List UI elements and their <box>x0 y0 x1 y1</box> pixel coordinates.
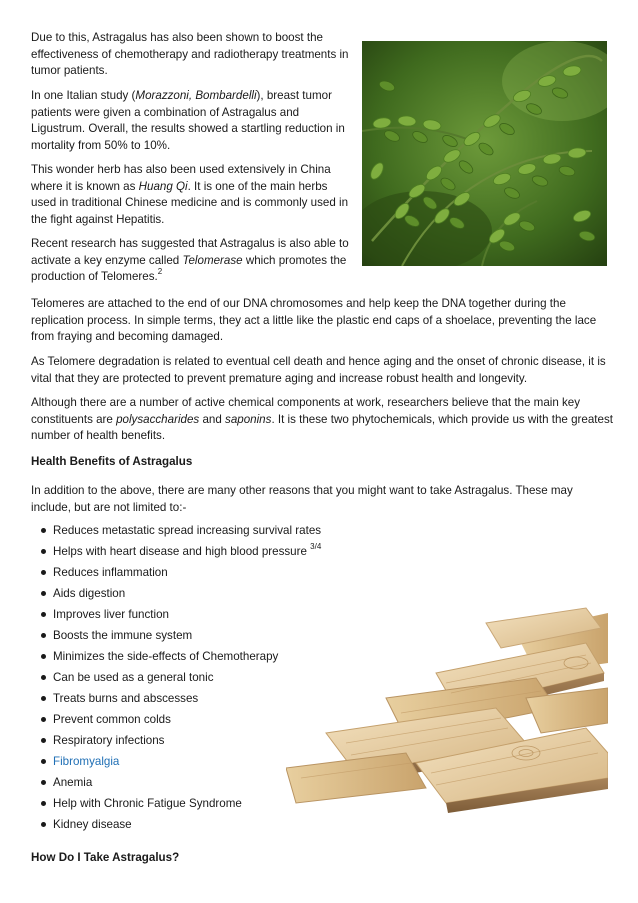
bullet-icon <box>41 591 46 596</box>
list-item-label: Boosts the immune system <box>53 629 193 642</box>
enzyme-name: Telomerase <box>182 253 243 267</box>
heading-health-benefits: Health Benefits of Astragalus <box>31 455 193 468</box>
list-item <box>31 583 331 604</box>
paragraph-china-usage <box>31 162 349 228</box>
bullet-icon <box>41 612 46 617</box>
list-item-label: Kidney disease <box>53 818 132 831</box>
paragraph-active-components <box>31 395 615 445</box>
text-segment: Although there are a number of active chemical components at work, researchers believe that the main key constituents are <box>31 396 581 426</box>
paragraph-italian-study <box>31 88 349 154</box>
list-item-label: Aids digestion <box>53 587 126 600</box>
list-item-label: Can be used as a general tonic <box>53 671 214 684</box>
text-segment: In one Italian study ( <box>31 89 136 102</box>
list-item-label: Prevent common colds <box>53 713 171 726</box>
bullet-icon <box>41 675 46 680</box>
text-segment: . It is one of the main herbs used in traditional Chinese medicine and is commonly used in the fight against Hepatitis. <box>31 179 349 226</box>
bullet-icon <box>41 738 46 743</box>
list-item <box>31 541 331 562</box>
paragraph-other-reasons: In addition to the above, there are many other reasons that you might want to take Astragalus. These may include, but are not limited to:- <box>31 484 573 514</box>
paragraph-telomerase <box>31 236 349 286</box>
fibromyalgia-link[interactable]: Fibromyalgia <box>53 755 120 768</box>
list-item <box>31 814 331 835</box>
paragraph-telomere-degradation: As Telomere degradation is related to eventual cell death and hence aging and the onset of chronic disease, it is vital that they are protected to prevent premature aging and increase robust health and longevity. <box>31 355 606 385</box>
text-segment: and <box>199 412 226 426</box>
bullet-icon <box>41 633 46 638</box>
polysaccharides-term: polysaccharides <box>116 412 200 426</box>
paragraph-telomeres: Telomeres are attached to the end of our DNA chromosomes and help keep the DNA together during the replication process. In simple terms, they act a little like the plastic end caps of a shoelace, preventing the lace from fraying and becoming damaged. <box>31 297 597 343</box>
list-item-label: Treats burns and abscesses <box>53 692 199 705</box>
text-segment: . It is these two phytochemicals, which provide us with the greatest number of health benefits. <box>31 412 613 442</box>
text-segment: ), breast tumor patients were given a combination of Astragalus and Ligustrum. Overall, the results showed a startling reduction in mortality from 50% to 10%. <box>31 89 345 152</box>
list-item-label: Reduces metastatic spread increasing survival rates <box>53 524 322 537</box>
bullet-icon <box>41 528 46 533</box>
list-item-label: Minimizes the side-effects of Chemotherapy <box>53 650 279 663</box>
bullet-icon <box>41 654 46 659</box>
list-item-label: Helps with heart disease and high blood pressure <box>53 545 311 558</box>
list-item-label: Reduces inflammation <box>53 566 168 579</box>
text-segment: This wonder herb has also been used extensively in China where it is known as <box>31 163 331 193</box>
dried-astragalus-root-photo <box>286 603 608 815</box>
bullet-icon <box>41 801 46 806</box>
bullet-icon <box>41 549 46 554</box>
bullet-icon <box>41 822 46 827</box>
saponins-term: saponins <box>225 412 272 426</box>
list-item-label: Respiratory infections <box>53 734 165 747</box>
root-slices-illustration <box>286 603 608 815</box>
text-segment: Recent research has suggested that Astragalus is also able to activate a key enzyme called <box>31 237 349 267</box>
list-item-label: Help with Chronic Fatigue Syndrome <box>53 797 242 810</box>
citation-authors: Morazzoni, Bombardelli <box>135 89 257 102</box>
bullet-icon <box>41 717 46 722</box>
list-item <box>31 562 331 583</box>
text-segment: which promotes the production of Telomeres. <box>31 253 347 283</box>
list-item-label: Improves liver function <box>53 608 169 621</box>
heading-how-to-take: How Do I Take Astragalus? <box>31 851 180 864</box>
plant-illustration <box>362 41 607 266</box>
reference-superscript: 3/4 <box>310 542 322 551</box>
chinese-name: Huang Qi <box>138 179 188 193</box>
bullet-icon <box>41 780 46 785</box>
reference-superscript: 2 <box>157 267 163 276</box>
list-item-label: Anemia <box>53 776 93 789</box>
astragalus-plant-photo <box>362 41 607 266</box>
bullet-icon <box>41 570 46 575</box>
bullet-icon <box>41 759 46 764</box>
list-item <box>31 520 331 541</box>
bullet-icon <box>41 696 46 701</box>
paragraph-chemo-boost: Due to this, Astragalus has also been shown to boost the effectiveness of chemotherapy and radiotherapy treatments in tumor patients. <box>31 31 349 77</box>
